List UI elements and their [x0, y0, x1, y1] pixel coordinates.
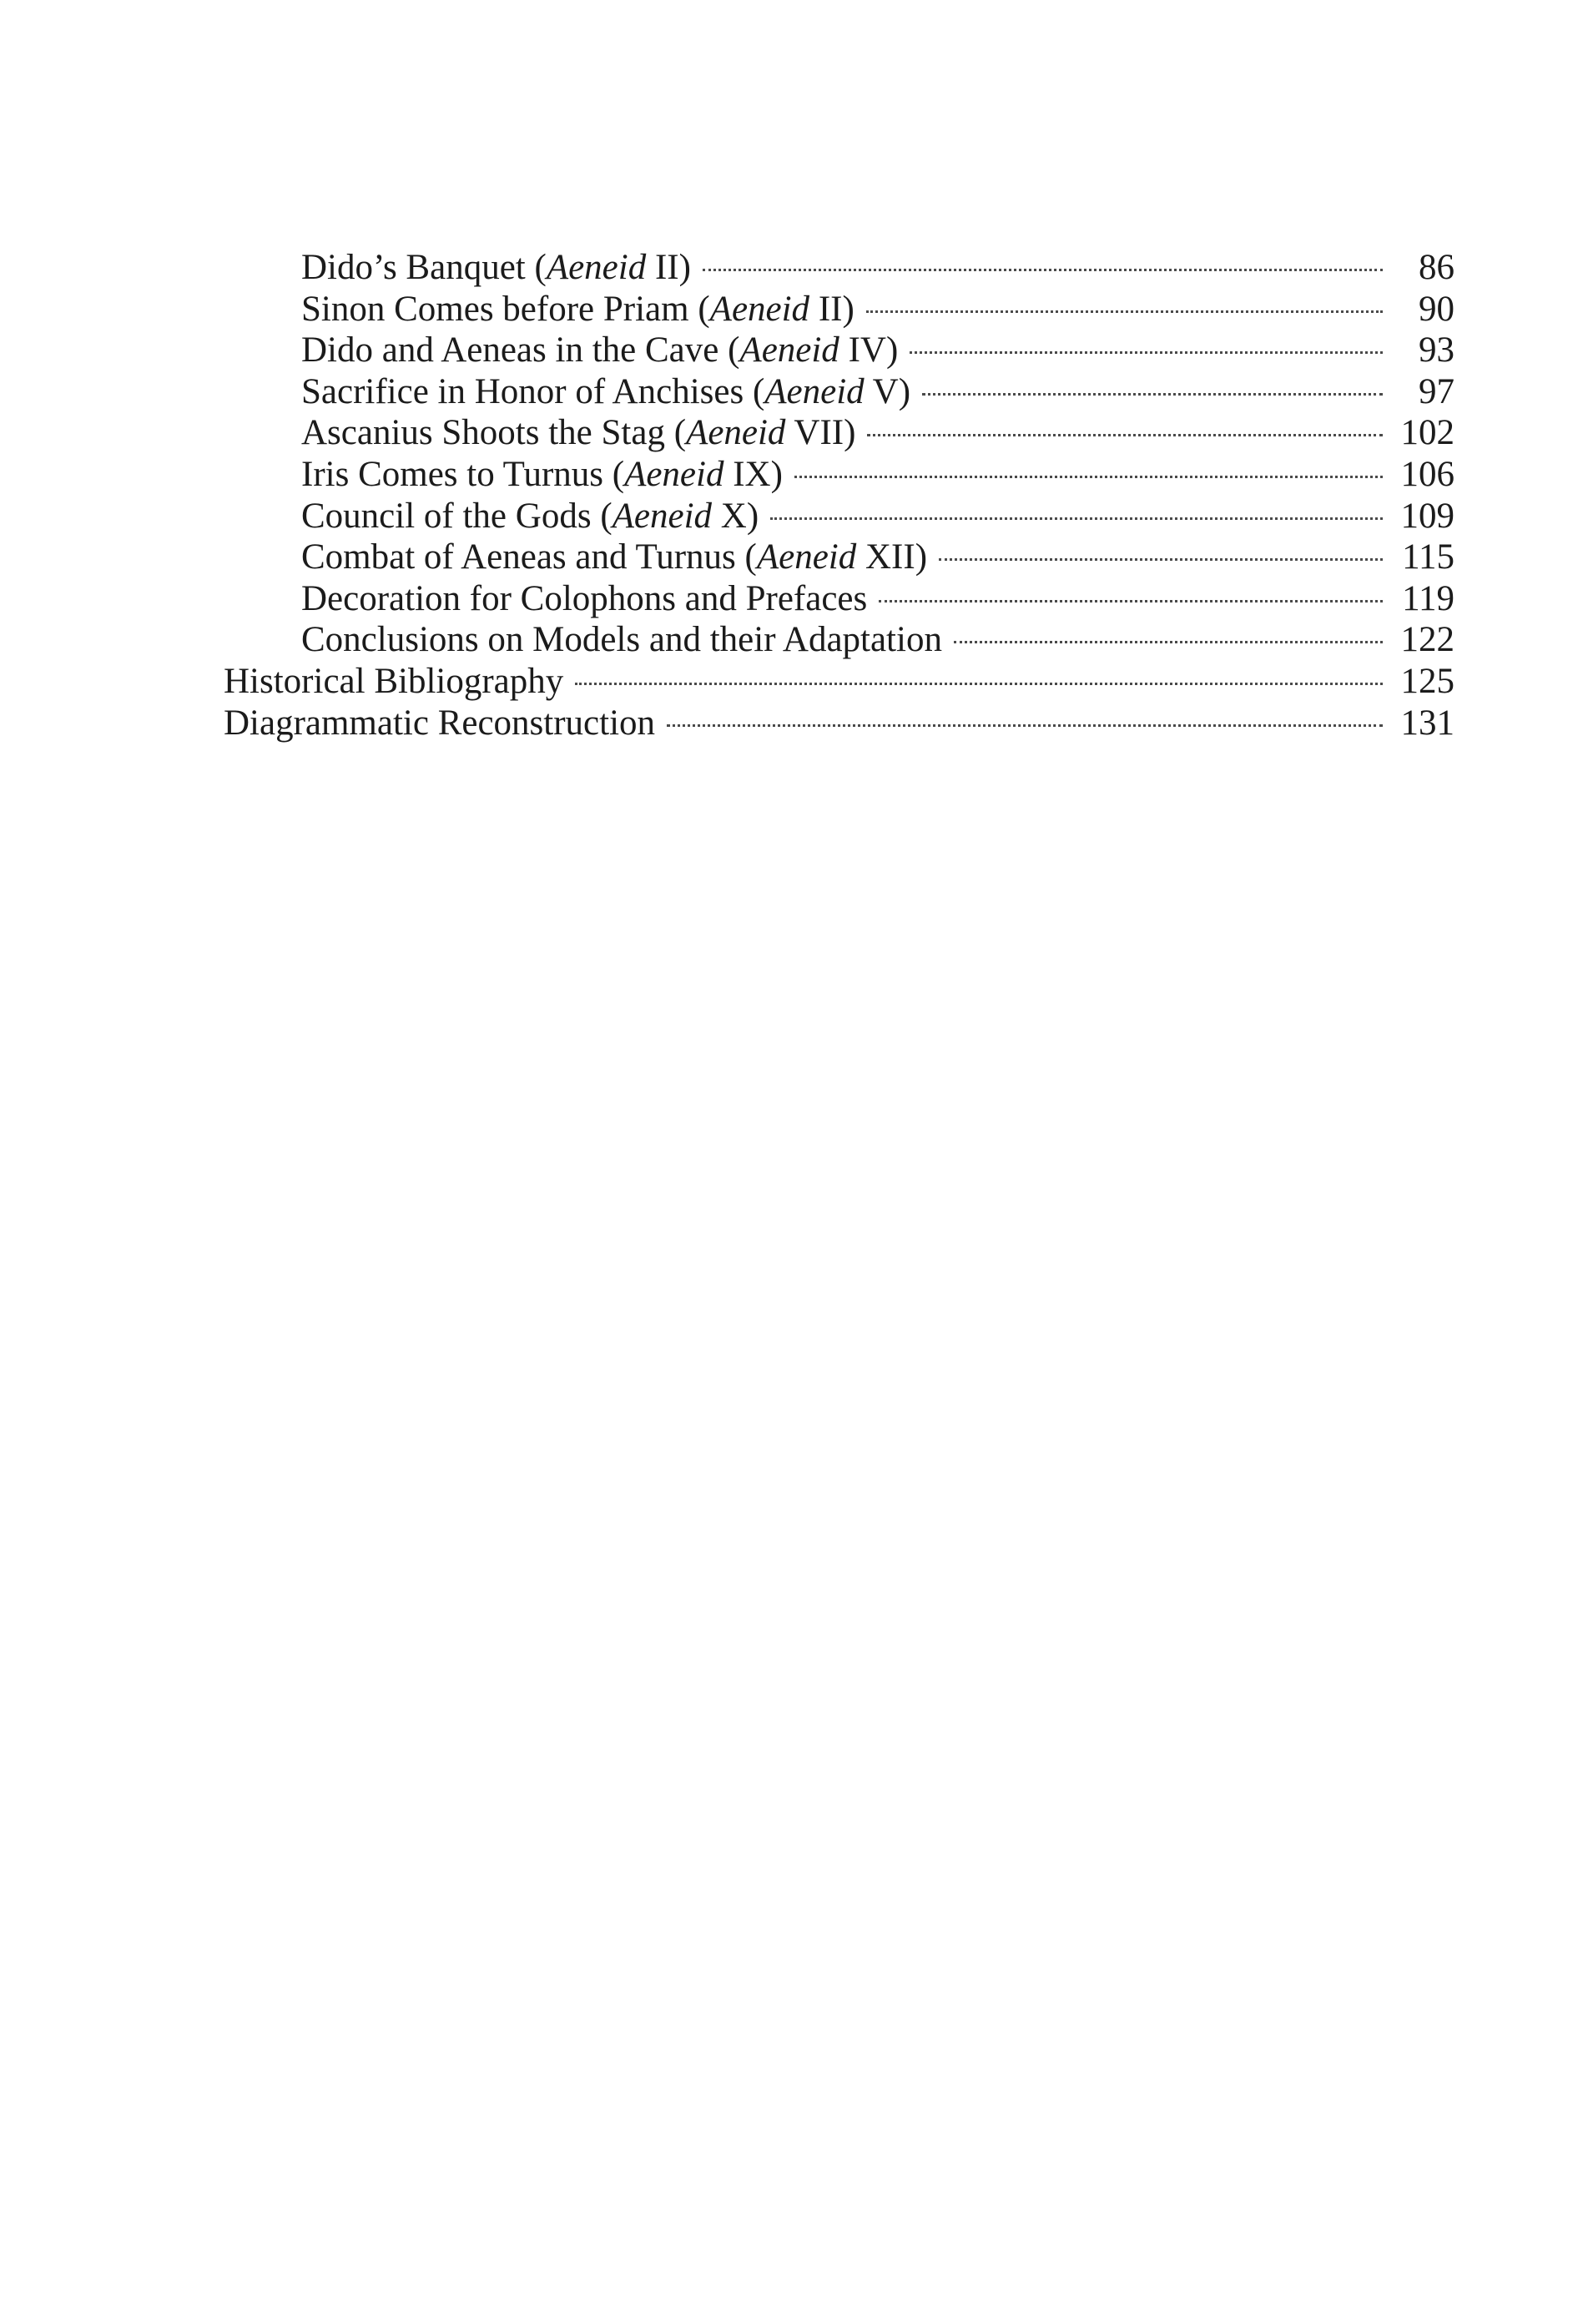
- dot-leader: [667, 724, 1383, 727]
- entry-title-text: Dido and Aeneas in the Cave: [301, 330, 719, 371]
- entry-title: Dido and Aeneas in the Cave (Aeneid IV): [301, 330, 899, 371]
- entry-title-text: Sacrifice in Honor of Anchises: [301, 371, 744, 411]
- work-title: Aeneid: [709, 289, 810, 329]
- entry-title-text: Dido’s Banquet: [301, 248, 526, 287]
- entry-title: Decoration for Colophons and Prefaces: [301, 578, 868, 618]
- page-number: 90: [1419, 289, 1454, 329]
- dot-leader: [794, 476, 1383, 478]
- page-number: 97: [1419, 371, 1454, 411]
- toc-entry: [224, 247, 1454, 289]
- page-number: 102: [1400, 413, 1454, 453]
- toc-entry: [224, 661, 1454, 703]
- page-number: 106: [1400, 454, 1454, 494]
- entry-title-text: Council of the Gods: [301, 496, 592, 536]
- page-number: 86: [1419, 248, 1454, 287]
- book-number: XII: [865, 537, 915, 577]
- work-title: Aeneid: [612, 496, 713, 536]
- work-title: Aeneid: [764, 371, 865, 411]
- entry-title: Dido’s Banquet (Aeneid II): [301, 248, 691, 287]
- work-title: Aeneid: [739, 330, 839, 371]
- toc-entry: [224, 703, 1454, 744]
- book-number: IX: [733, 454, 771, 494]
- entry-title: Iris Comes to Turnus (Aeneid IX): [301, 454, 783, 494]
- dot-leader: [939, 558, 1383, 561]
- page-number: 93: [1419, 330, 1454, 371]
- page-number: 109: [1400, 496, 1454, 536]
- entry-title: Sinon Comes before Priam (Aeneid II): [301, 289, 855, 329]
- work-title: Aeneid: [756, 537, 857, 577]
- toc-entry: [224, 330, 1454, 371]
- entry-title: Ascanius Shoots the Stag (Aeneid VII): [301, 413, 856, 453]
- work-title: Aeneid: [686, 413, 786, 453]
- work-title: Aeneid: [546, 248, 647, 287]
- book-number: II: [818, 289, 843, 329]
- toc-entry: [224, 537, 1454, 578]
- book-number: II: [654, 248, 679, 287]
- book-number: IV: [848, 330, 886, 371]
- dot-leader: [922, 393, 1383, 396]
- entry-title-text: Combat of Aeneas and Turnus: [301, 537, 736, 577]
- page-number: 122: [1400, 620, 1454, 660]
- entry-title: Combat of Aeneas and Turnus (Aeneid XII): [301, 537, 928, 577]
- dot-leader: [879, 600, 1383, 602]
- toc-entry: [224, 289, 1454, 330]
- work-title: Aeneid: [624, 454, 724, 494]
- toc-entry: [224, 619, 1454, 661]
- entry-title: Sacrifice in Honor of Anchises (Aeneid V): [301, 371, 911, 411]
- page-number: 119: [1402, 578, 1454, 618]
- entry-title-text: Sinon Comes before Priam: [301, 289, 689, 329]
- book-number: VII: [794, 413, 844, 453]
- book-number: X: [720, 496, 747, 536]
- entry-title: Diagrammatic Reconstruction: [224, 703, 656, 743]
- toc-entry: [224, 454, 1454, 496]
- dot-leader: [866, 310, 1383, 313]
- entry-title-text: Ascanius Shoots the Stag: [301, 413, 665, 453]
- dot-leader: [954, 641, 1383, 643]
- entry-title: Historical Bibliography: [224, 661, 564, 701]
- page-number: 131: [1400, 703, 1454, 743]
- entry-title: Council of the Gods (Aeneid X): [301, 496, 759, 536]
- table-of-contents: [224, 247, 1454, 744]
- dot-leader: [770, 517, 1383, 520]
- entry-title: Conclusions on Models and their Adaptation: [301, 620, 942, 660]
- toc-entry: [224, 412, 1454, 454]
- dot-leader: [910, 351, 1383, 354]
- toc-entry: [224, 371, 1454, 413]
- page-number: 115: [1402, 537, 1454, 577]
- dot-leader: [575, 683, 1383, 685]
- book-number: V: [872, 371, 899, 411]
- page-number: 125: [1400, 661, 1454, 701]
- entry-title-text: Iris Comes to Turnus: [301, 454, 603, 494]
- dot-leader: [867, 434, 1383, 436]
- toc-entry: [224, 578, 1454, 620]
- dot-leader: [703, 269, 1383, 271]
- toc-entry: [224, 496, 1454, 537]
